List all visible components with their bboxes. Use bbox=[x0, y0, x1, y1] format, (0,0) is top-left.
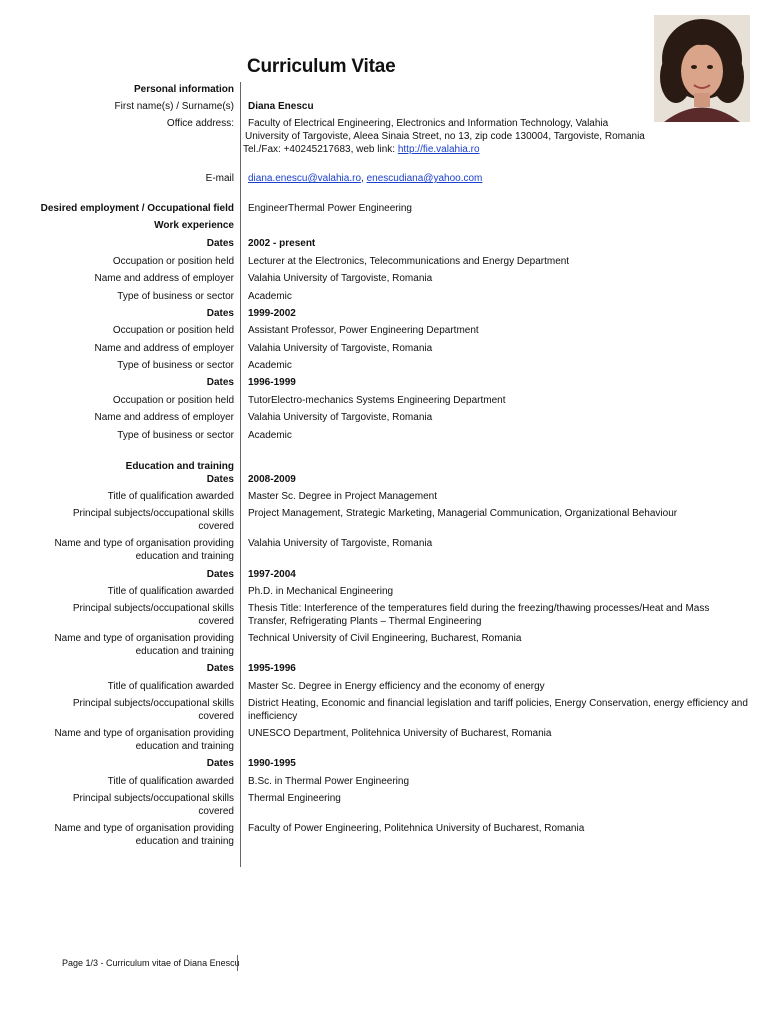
edu-subjects-label-line1: Principal subjects/occupational skills bbox=[72, 603, 234, 614]
edu-subjects-line1: Thermal Engineering bbox=[248, 793, 341, 804]
edu-title-value: Ph.D. in Mechanical Engineering bbox=[248, 586, 394, 597]
edu-subjects-line2: inefficiency bbox=[248, 710, 298, 722]
desired-employment-value: EngineerThermal Power Engineering bbox=[248, 203, 412, 214]
work-occupation-value: Assistant Professor, Power Engineering Department bbox=[248, 325, 479, 336]
edu-org-label-line2: education and training bbox=[135, 835, 234, 847]
edu-org-label-line1: Name and type of organisation providing bbox=[54, 538, 234, 549]
work-dates-value: 2002 - present bbox=[248, 238, 316, 249]
edu-subjects-label-line1: Principal subjects/occupational skills bbox=[72, 793, 234, 804]
edu-subjects-label bbox=[2, 508, 234, 533]
edu-subjects-value bbox=[248, 603, 748, 628]
edu-title-value: B.Sc. in Thermal Power Engineering bbox=[248, 776, 410, 787]
work-employer-value: Valahia University of Targoviste, Romania bbox=[248, 273, 433, 284]
edu-org-label-line1: Name and type of organisation providing bbox=[54, 728, 234, 739]
work-sector-label: Type of business or sector bbox=[117, 360, 234, 371]
edu-org-label-line1: Name and type of organisation providing bbox=[54, 633, 234, 644]
edu-subjects-label-line2: covered bbox=[198, 520, 234, 532]
office-label: Office address: bbox=[166, 118, 234, 129]
edu-org-label-line2: education and training bbox=[135, 645, 234, 657]
email-value bbox=[248, 173, 748, 186]
edu-title-label: Title of qualification awarded bbox=[107, 491, 234, 502]
work-dates-label: Dates bbox=[206, 377, 234, 388]
edu-dates-value: 1990-1995 bbox=[248, 758, 296, 769]
edu-subjects-value bbox=[248, 793, 748, 806]
work-occupation-value: Lecturer at the Electronics, Telecommunications and Energy Department bbox=[248, 256, 570, 267]
name-value: Diana Enescu bbox=[248, 101, 314, 112]
email-link-yahoo[interactable]: enescudiana@yahoo.com bbox=[366, 173, 483, 184]
education-heading: Education and training bbox=[125, 461, 234, 472]
edu-subjects-label-line2: covered bbox=[198, 710, 234, 722]
work-employer-value: Valahia University of Targoviste, Romania bbox=[248, 343, 433, 354]
edu-subjects-line1: District Heating, Economic and financial legislation and tariff policies, Energy Conservation, energy efficiency and bbox=[248, 698, 748, 709]
office-line-1: Faculty of Electrical Engineering, Electronics and Information Technology, Valahia bbox=[248, 118, 609, 129]
work-sector-value: Academic bbox=[248, 360, 292, 371]
column-divider bbox=[240, 82, 241, 867]
office-line-3 bbox=[243, 144, 753, 157]
edu-org-label bbox=[2, 728, 234, 753]
edu-title-label: Title of qualification awarded bbox=[107, 586, 234, 597]
work-employer-label: Name and address of employer bbox=[94, 412, 234, 423]
work-dates-value: 1996-1999 bbox=[248, 377, 296, 388]
edu-dates-label: Dates bbox=[206, 663, 234, 674]
edu-org-label bbox=[2, 633, 234, 658]
edu-org-value: Faculty of Power Engineering, Politehnica University of Bucharest, Romania bbox=[248, 823, 585, 834]
edu-title-label: Title of qualification awarded bbox=[107, 776, 234, 787]
personal-info-heading: Personal information bbox=[133, 84, 234, 95]
work-occupation-label: Occupation or position held bbox=[112, 256, 234, 267]
edu-org-label bbox=[2, 538, 234, 563]
edu-dates-label: Dates bbox=[206, 758, 234, 769]
edu-subjects-value bbox=[248, 508, 748, 521]
edu-title-label: Title of qualification awarded bbox=[107, 681, 234, 692]
work-occupation-label: Occupation or position held bbox=[112, 395, 234, 406]
edu-org-value: Technical University of Civil Engineering, Bucharest, Romania bbox=[248, 633, 522, 644]
work-dates-label: Dates bbox=[206, 308, 234, 319]
edu-subjects-label-line1: Principal subjects/occupational skills bbox=[72, 698, 234, 709]
edu-dates-value: 1995-1996 bbox=[248, 663, 296, 674]
edu-dates-label: Dates bbox=[206, 569, 234, 580]
edu-subjects-label bbox=[2, 793, 234, 818]
page-footer: Page 1/3 - Curriculum vitae of Diana Enescu bbox=[62, 958, 240, 968]
edu-dates-value: 1997-2004 bbox=[248, 569, 296, 580]
office-line-2: University of Targoviste, Aleea Sinaia Street, no 13, zip code 130004, Targoviste, Romania bbox=[245, 131, 645, 142]
edu-org-label-line2: education and training bbox=[135, 740, 234, 752]
edu-org-label bbox=[2, 823, 234, 848]
document-title: Curriculum Vitae bbox=[247, 56, 396, 77]
work-dates-label: Dates bbox=[206, 238, 234, 249]
email-separator: , bbox=[361, 173, 367, 184]
edu-org-value: Valahia University of Targoviste, Romania bbox=[248, 538, 433, 549]
work-sector-label: Type of business or sector bbox=[117, 291, 234, 302]
edu-subjects-line1: Project Management, Strategic Marketing, Managerial Communication, Organizational Behaviour bbox=[248, 508, 678, 519]
edu-dates-value: 2008-2009 bbox=[248, 474, 296, 485]
faculty-web-link[interactable]: http://fie.valahia.ro bbox=[397, 144, 480, 155]
edu-title-value: Master Sc. Degree in Energy efficiency and the economy of energy bbox=[248, 681, 545, 692]
work-occupation-value: TutorElectro-mechanics Systems Engineering Department bbox=[248, 395, 506, 406]
office-contact-text: Tel./Fax: +40245217683, web link: bbox=[243, 144, 398, 155]
work-dates-value: 1999-2002 bbox=[248, 308, 296, 319]
work-occupation-label: Occupation or position held bbox=[112, 325, 234, 336]
work-sector-label: Type of business or sector bbox=[117, 430, 234, 441]
work-experience-heading: Work experience bbox=[154, 220, 234, 231]
work-employer-value: Valahia University of Targoviste, Romania bbox=[248, 412, 433, 423]
work-sector-value: Academic bbox=[248, 291, 292, 302]
desired-employment-label: Desired employment / Occupational field bbox=[40, 203, 234, 214]
work-employer-label: Name and address of employer bbox=[94, 343, 234, 354]
name-label: First name(s) / Surname(s) bbox=[114, 101, 234, 112]
email-label: E-mail bbox=[205, 173, 234, 184]
edu-dates-label: Dates bbox=[206, 474, 234, 485]
email-link-valahia[interactable]: diana.enescu@valahia.ro bbox=[248, 173, 362, 184]
edu-subjects-label-line2: covered bbox=[198, 805, 234, 817]
edu-subjects-label bbox=[2, 603, 234, 628]
edu-org-value: UNESCO Department, Politehnica University of Bucharest, Romania bbox=[248, 728, 552, 739]
work-sector-value: Academic bbox=[248, 430, 292, 441]
edu-subjects-line2: Transfer, Refrigerating Plants – Thermal Engineering bbox=[248, 615, 482, 627]
edu-subjects-label-line1: Principal subjects/occupational skills bbox=[72, 508, 234, 519]
edu-subjects-value bbox=[248, 698, 748, 723]
work-employer-label: Name and address of employer bbox=[94, 273, 234, 284]
edu-org-label-line1: Name and type of organisation providing bbox=[54, 823, 234, 834]
footer-divider bbox=[237, 955, 238, 971]
edu-org-label-line2: education and training bbox=[135, 550, 234, 562]
edu-title-value: Master Sc. Degree in Project Management bbox=[248, 491, 437, 502]
edu-subjects-line1: Thesis Title: Interference of the temperatures field during the freezing/thawing processes/Heat and Mass bbox=[248, 603, 710, 614]
edu-subjects-label-line2: covered bbox=[198, 615, 234, 627]
edu-subjects-label bbox=[2, 698, 234, 723]
